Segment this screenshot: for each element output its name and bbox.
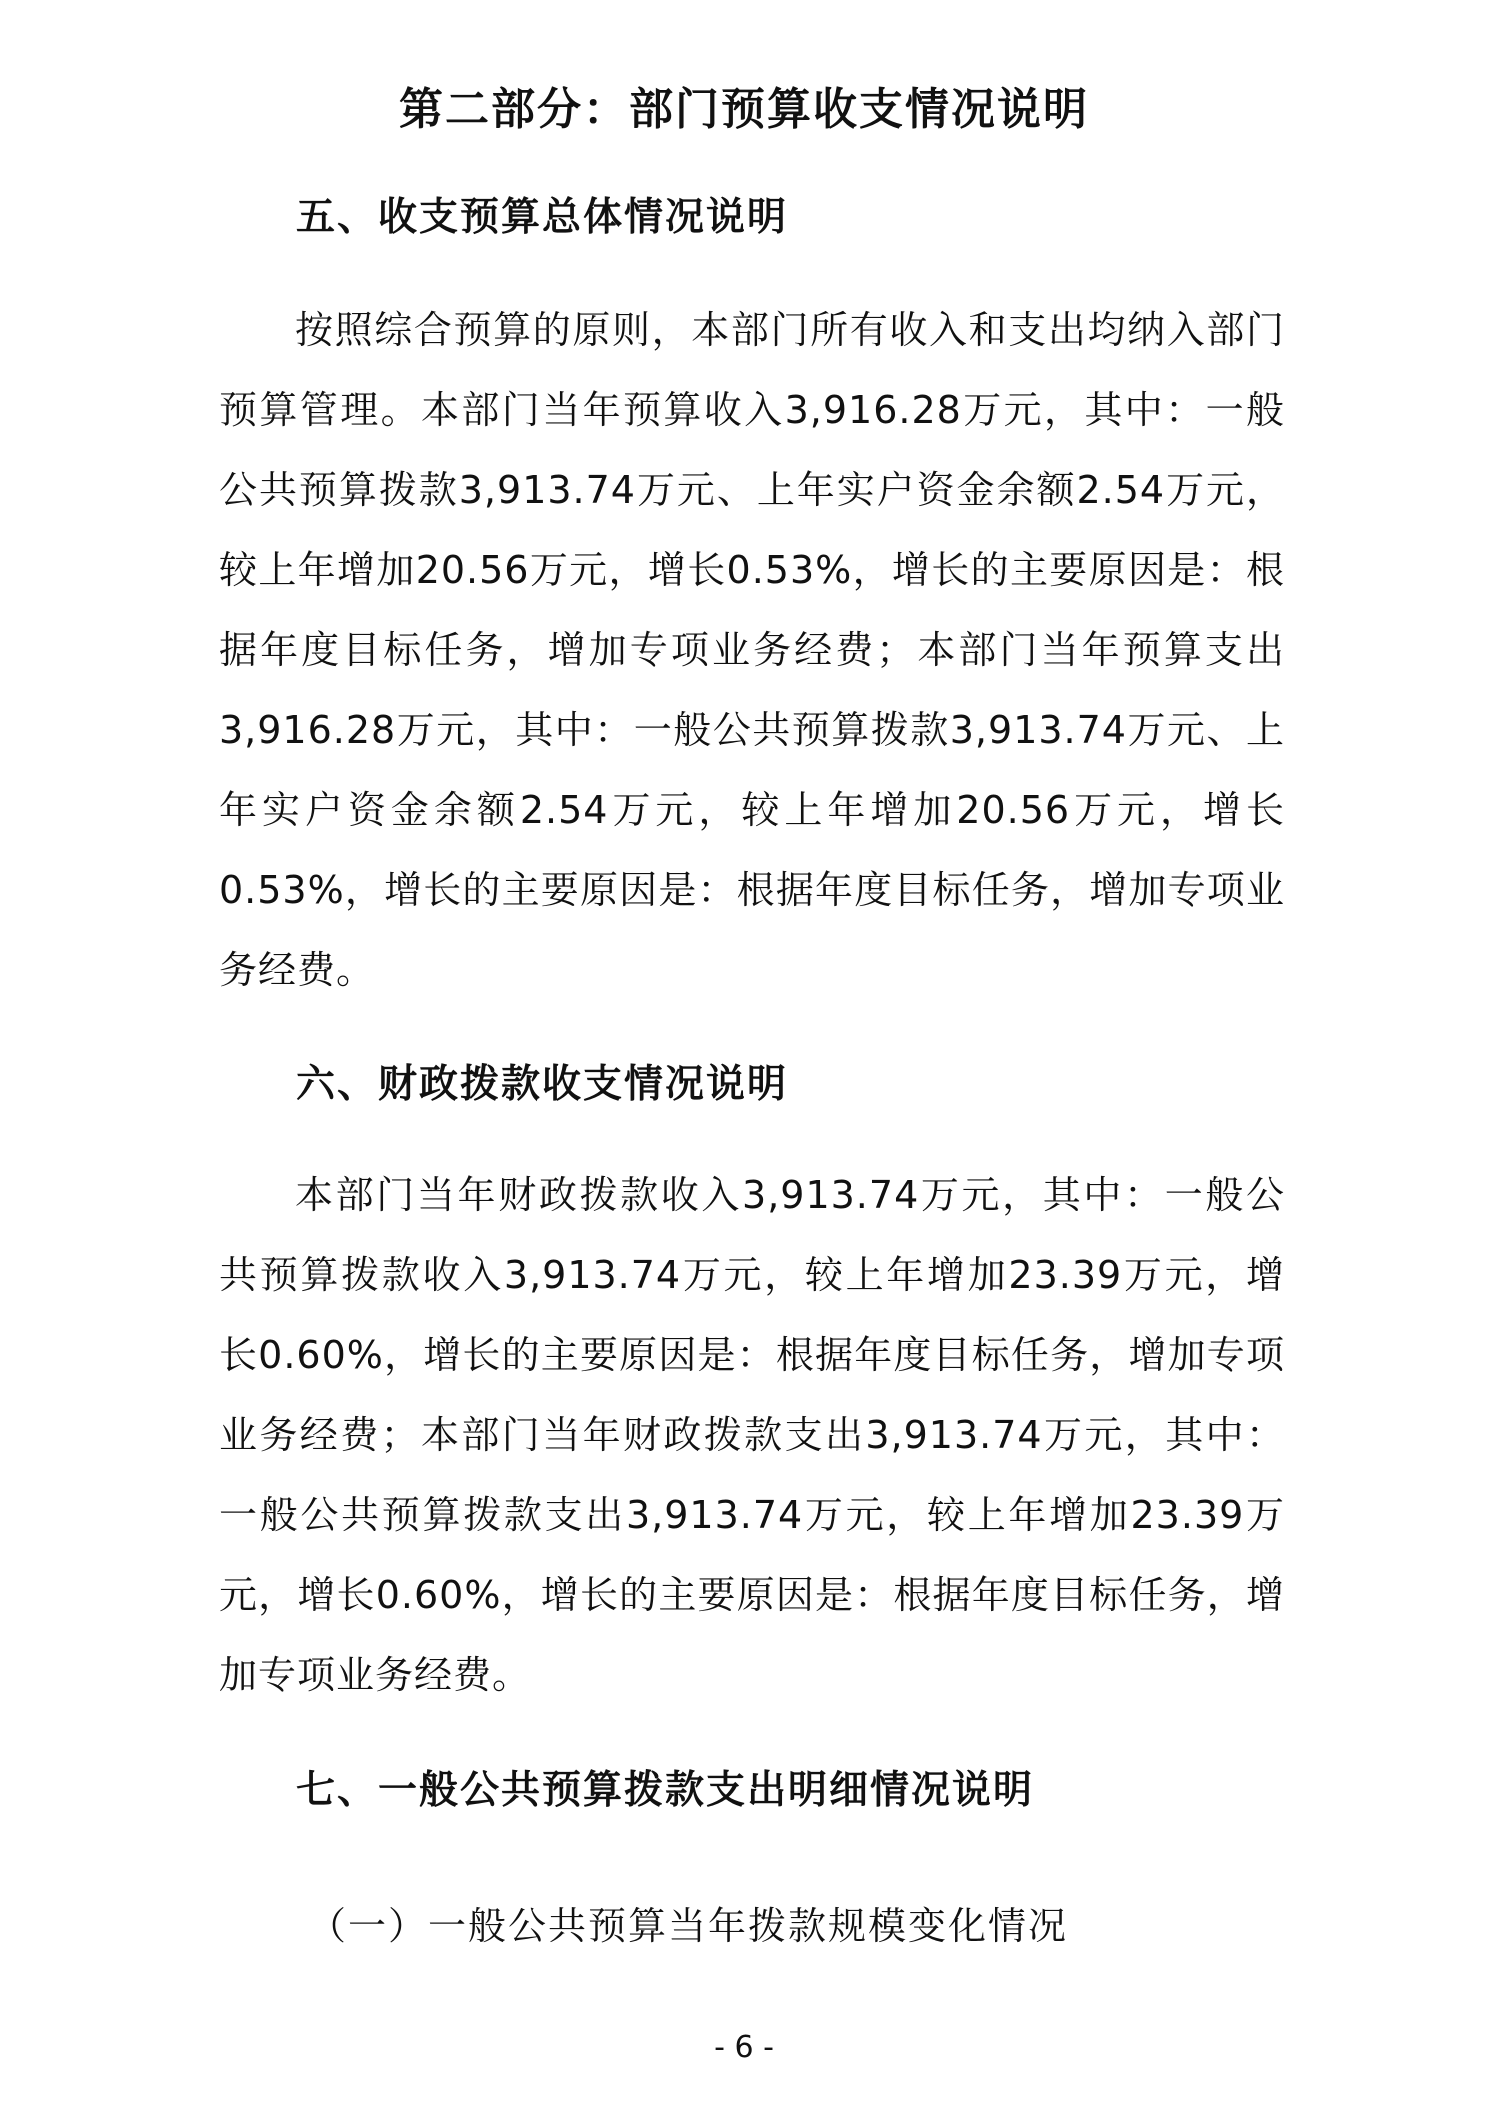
section-heading-5: 五、收支预算总体情况说明 (296, 195, 789, 240)
page-title: 第二部分：部门预算收支情况说明 (399, 84, 1089, 135)
section-subheading-7-1: （一）一般公共预算当年拨款规模变化情况 (308, 1904, 1069, 1948)
section-heading-6: 六、财政拨款收支情况说明 (296, 1062, 789, 1107)
section-heading-7: 七、一般公共预算拨款支出明细情况说明 (296, 1768, 1035, 1813)
page-number: - 6 - (714, 2030, 774, 2065)
section-paragraph-6: 本部门当年财政拨款收入3,913.74万元，其中：一般公共预算拨款收入3,913.74万元，较上年增加23.39万元，增长0.60%，增长的主要原因是：根据年度目标任务，增加专项业务经费；本部门当年财政拨款支出3,913.74万元，其中：一般公共预算拨款支出3,913.74万元，较上年增加23.39万元，增长0.60%，增长的主要原因是：根据年度目标任务，增加专项业务经费。 (219, 1173, 1285, 1697)
section-paragraph-5: 按照综合预算的原则，本部门所有收入和支出均纳入部门预算管理。本部门当年预算收入3,916.28万元，其中：一般公共预算拨款3,913.74万元、上年实户资金余额2.54万元，较上年增加20.56万元，增长0.53%，增长的主要原因是：根据年度目标任务，增加专项业务经费；本部门当年预算支出3,916.28万元，其中：一般公共预算拨款3,913.74万元、上年实户资金余额2.54万元，较上年增加20.56万元，增长0.53%，增长的主要原因是：根据年度目标任务，增加专项业务经费。 (219, 308, 1285, 992)
